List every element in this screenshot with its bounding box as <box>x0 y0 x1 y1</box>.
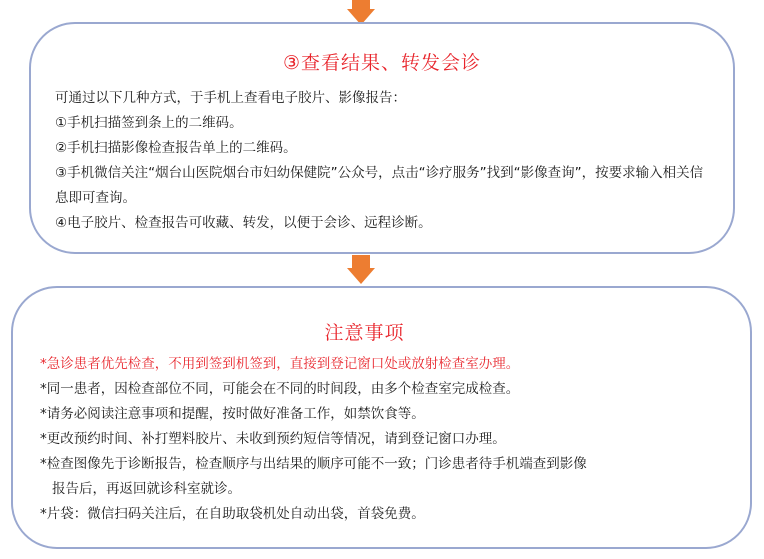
results-item-3: ③手机微信关注“烟台山医院烟台市妇幼保健院”公众号，点击“诊疗服务”找到“影像查询”，按要求输入相关信息即可查询。 <box>55 165 704 206</box>
note-film-bag: *片袋：微信扫码关注后，在自助取袋机处自动出袋，首袋免费。 <box>40 506 425 522</box>
note-read-instructions: *请务必阅读注意事项和提醒，按时做好准备工作，如禁饮食等。 <box>40 406 425 422</box>
results-item-1: ①手机扫描签到条上的二维码。 <box>55 115 243 131</box>
note-change-appointment: *更改预约时间、补打塑料胶片、未收到预约短信等情况，请到登记窗口办理。 <box>40 431 506 447</box>
results-intro: 可通过以下几种方式，于手机上查看电子胶片、影像报告： <box>55 90 406 106</box>
note-report-order-continued: 报告后，再返回就诊科室就诊。 <box>52 481 241 497</box>
notes-section-title: 注意事项 <box>324 322 405 344</box>
results-item-2: ②手机扫描影像检查报告单上的二维码。 <box>55 140 297 156</box>
results-section-body <box>55 86 715 236</box>
note-multiple-rooms: *同一患者，因检查部位不同，可能会在不同的时间段，由多个检查室完成检查。 <box>40 381 520 397</box>
results-section-title: ③查看结果、转发会诊 <box>282 52 482 74</box>
notes-section-body <box>40 352 740 527</box>
note-emergency: *急诊患者优先检查，不用到签到机签到，直接到登记窗口处或放射检查室办理。 <box>40 356 520 372</box>
results-section <box>29 22 735 254</box>
results-item-4: ④电子胶片、检查报告可收藏、转发，以便于会诊、远程诊断。 <box>55 215 432 231</box>
notes-section <box>11 286 752 549</box>
note-report-order: *检查图像先于诊断报告，检查顺序与出结果的顺序可能不一致；门诊患者待手机端查到影像 <box>40 456 587 472</box>
